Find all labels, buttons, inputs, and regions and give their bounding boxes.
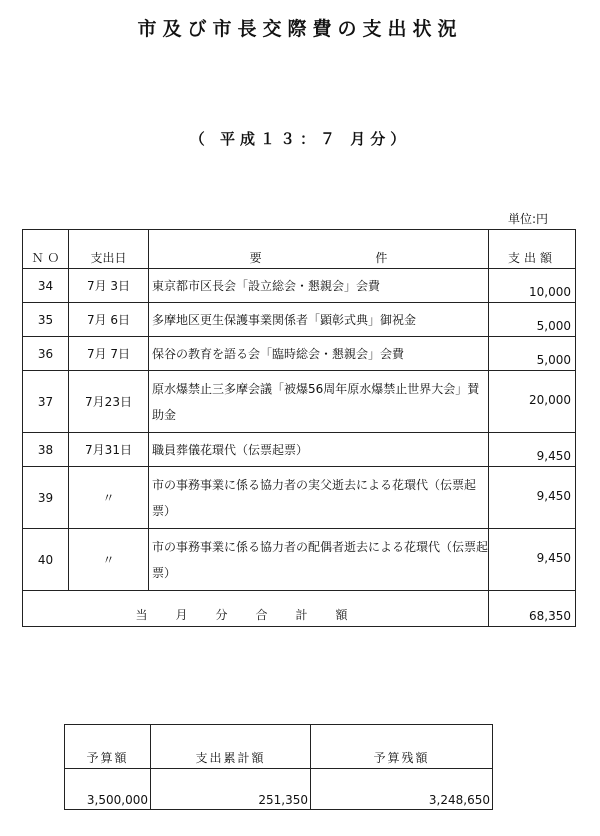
- row-purpose: 市の事務事業に係る協力者の実父逝去による花環代（伝票起票）: [149, 467, 489, 529]
- table-row: [23, 371, 576, 433]
- document-title: 市及び市長交際費の支出状況: [137, 18, 463, 40]
- row-purpose: 東京都市区長会「設立総会・懇親会」会費: [149, 269, 489, 303]
- row-no: 40: [23, 529, 69, 591]
- row-amount: 9,450: [489, 433, 576, 467]
- budget-label: 予算額: [65, 725, 151, 769]
- table-row: [23, 303, 576, 337]
- row-no: 37: [23, 371, 69, 433]
- row-amount: 10,000: [489, 269, 576, 303]
- row-purpose: 職員葬儀花環代（伝票起票）: [149, 433, 489, 467]
- summary-header-row: [65, 725, 493, 769]
- row-date: 〃: [69, 467, 149, 529]
- row-no: 38: [23, 433, 69, 467]
- table-header-row: [23, 230, 576, 269]
- remaining-value: 3,248,650: [311, 769, 493, 810]
- header-purpose-label: 要 件: [249, 251, 388, 265]
- total-row: [23, 591, 576, 627]
- table-row: [23, 269, 576, 303]
- budget-summary-table: [64, 724, 493, 810]
- header-no: Ｎ Ｏ: [23, 230, 69, 269]
- row-amount: 5,000: [489, 337, 576, 371]
- table-row: [23, 433, 576, 467]
- row-purpose: 市の事務事業に係る協力者の配偶者逝去による花環代（伝票起票）: [149, 529, 489, 591]
- row-no: 34: [23, 269, 69, 303]
- header-date: 支出日: [69, 230, 149, 269]
- budget-value: 3,500,000: [65, 769, 151, 810]
- row-purpose: 多摩地区更生保護事業関係者「顕彰式典」御祝金: [149, 303, 489, 337]
- table-row: [23, 467, 576, 529]
- row-date: 7月23日: [69, 371, 149, 433]
- header-amount: [489, 230, 576, 269]
- row-date: 7月31日: [69, 433, 149, 467]
- remaining-label: 予算残額: [311, 725, 493, 769]
- row-no: 39: [23, 467, 69, 529]
- header-amount-label: 支出額: [507, 251, 556, 265]
- row-date: 7月 6日: [69, 303, 149, 337]
- row-amount: 9,450: [489, 467, 576, 529]
- unit-label: 単位:円: [508, 212, 549, 226]
- row-no: 36: [23, 337, 69, 371]
- cumulative-label: 支出累計額: [151, 725, 311, 769]
- table-row: [23, 529, 576, 591]
- row-no: 35: [23, 303, 69, 337]
- row-date: 7月 7日: [69, 337, 149, 371]
- row-date: 〃: [69, 529, 149, 591]
- period-subtitle: （ 平成１３：７ 月分）: [189, 130, 411, 148]
- table-row: [23, 337, 576, 371]
- row-amount: 9,450: [489, 529, 576, 591]
- total-label: 当月分合計額: [23, 591, 489, 627]
- row-purpose: 原水爆禁止三多摩会議「被爆56周年原水爆禁止世界大会」賛助金: [149, 371, 489, 433]
- total-amount: 68,350: [489, 591, 576, 627]
- row-date: 7月 3日: [69, 269, 149, 303]
- cumulative-value: 251,350: [151, 769, 311, 810]
- header-purpose: [149, 230, 489, 269]
- summary-value-row: [65, 769, 493, 810]
- row-amount: 5,000: [489, 303, 576, 337]
- expenditure-table: [22, 229, 576, 627]
- row-purpose: 保谷の教育を語る会「臨時総会・懇親会」会費: [149, 337, 489, 371]
- row-amount: 20,000: [489, 371, 576, 433]
